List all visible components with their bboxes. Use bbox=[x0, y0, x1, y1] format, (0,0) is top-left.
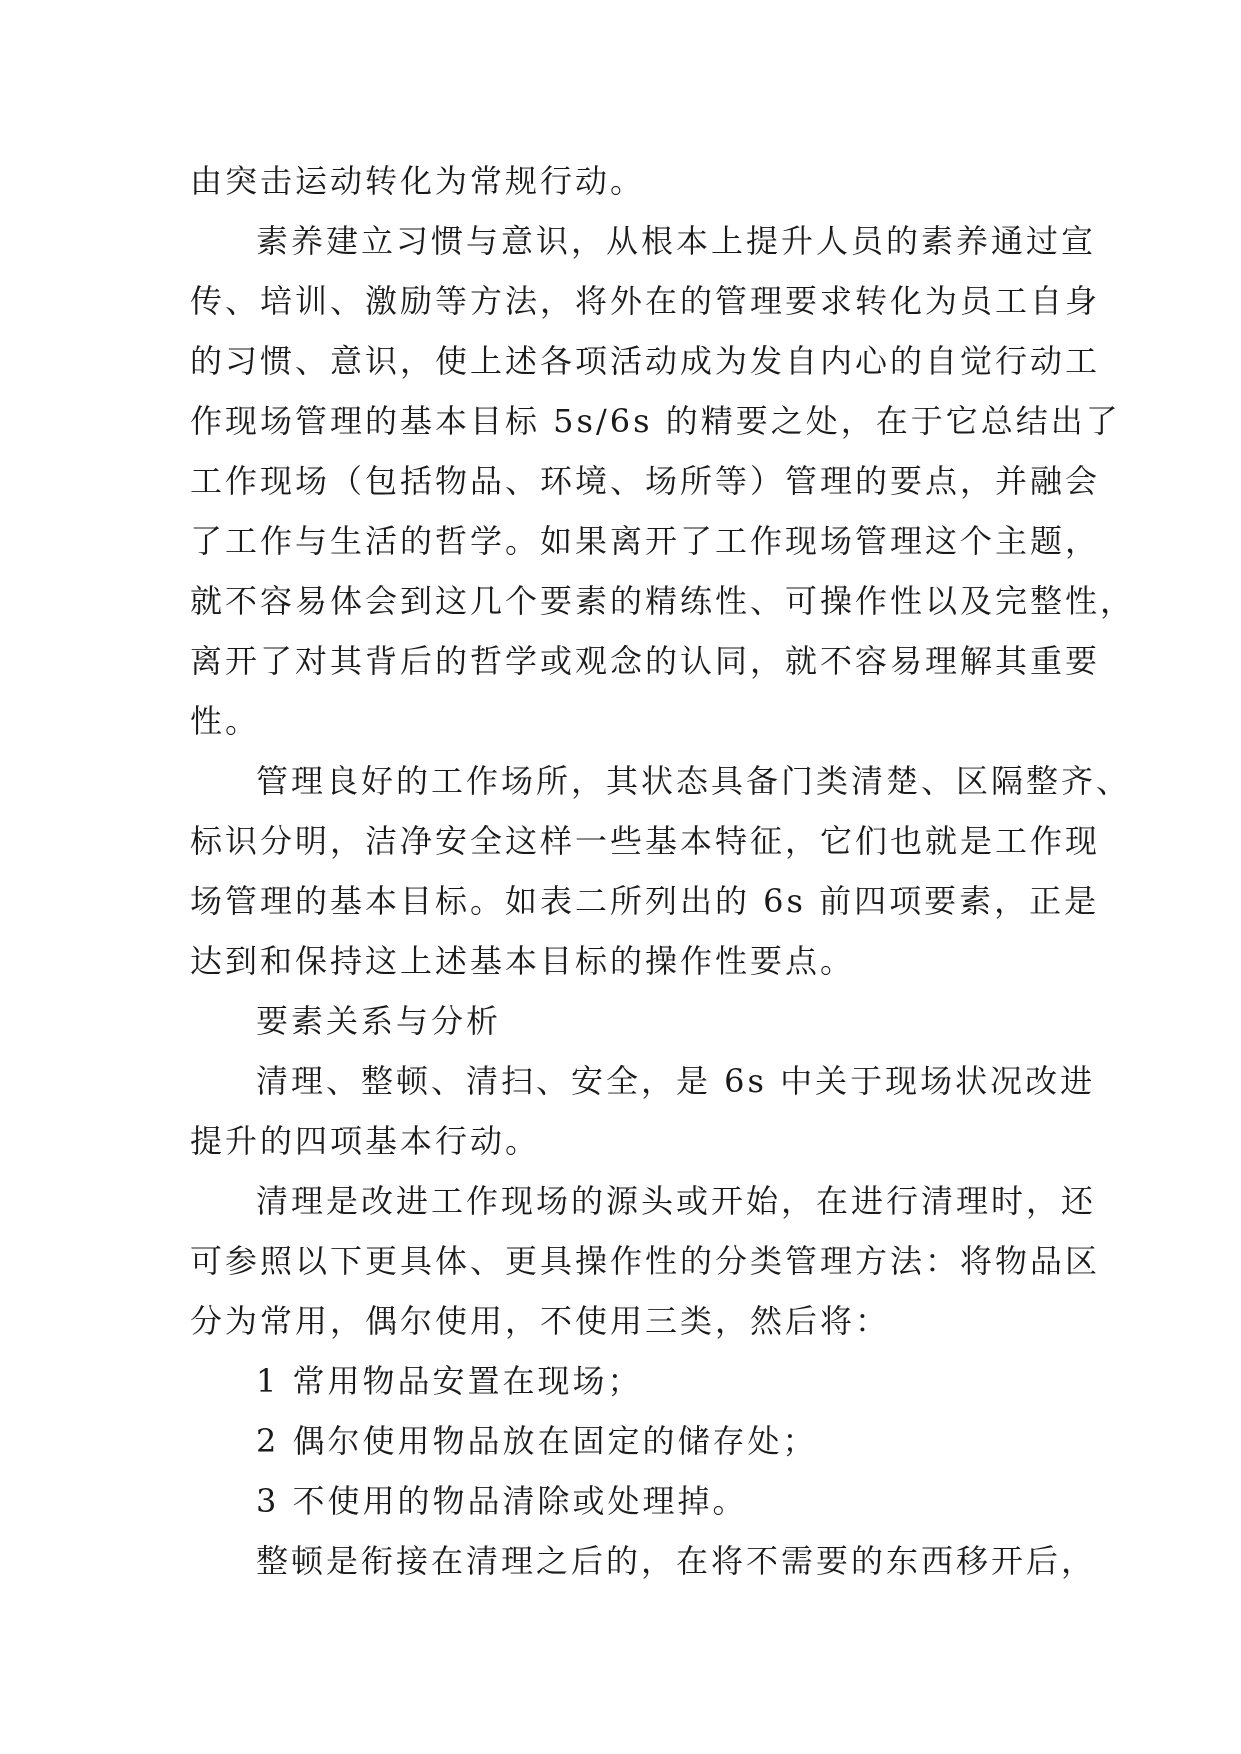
text-line: 提升的四项基本行动。 bbox=[190, 1122, 541, 1160]
text-line: 工作现场（包括物品、环境、场所等）管理的要点，并融会 bbox=[190, 462, 1101, 500]
text-line: 传、培训、激励等方法，将外在的管理要求转化为员工自身 bbox=[190, 282, 1101, 320]
paragraph-start-line: 清理、整顿、清扫、安全，是 6s 中关于现场状况改进 bbox=[256, 1062, 1096, 1100]
paragraph-start-line: 清理是改进工作现场的源头或开始，在进行清理时，还 bbox=[256, 1182, 1097, 1220]
text-line: 由突击运动转化为常规行动。 bbox=[190, 162, 646, 200]
text-line: 的习惯、意识，使上述各项活动成为发自内心的自觉行动工 bbox=[190, 342, 1101, 380]
list-item: 3 不使用的物品清除或处理掉。 bbox=[256, 1482, 748, 1520]
text-line: 了工作与生活的哲学。如果离开了工作现场管理这个主题， bbox=[190, 522, 1101, 560]
paragraph-start-line: 整顿是衔接在清理之后的，在将不需要的东西移开后， bbox=[256, 1542, 1097, 1580]
list-item: 1 常用物品安置在现场； bbox=[256, 1362, 643, 1400]
text-line: 标识分明，洁净安全这样一些基本特征，它们也就是工作现 bbox=[190, 822, 1101, 860]
text-line: 性。 bbox=[190, 702, 261, 740]
text-line: 作现场管理的基本目标 5s/6s 的精要之处，在于它总结出了 bbox=[190, 402, 1121, 440]
text-line: 可参照以下更具体、更具操作性的分类管理方法：将物品区 bbox=[190, 1242, 1101, 1280]
body-text bbox=[190, 151, 1136, 1591]
text-line: 就不容易体会到这几个要素的精练性、可操作性以及完整性， bbox=[190, 582, 1136, 620]
section-heading: 要素关系与分析 bbox=[256, 1002, 502, 1040]
list-item: 2 偶尔使用物品放在固定的储存处； bbox=[256, 1422, 818, 1460]
paragraph-start-line: 素养建立习惯与意识，从根本上提升人员的素养通过宣 bbox=[256, 222, 1097, 260]
text-line: 达到和保持这上述基本目标的操作性要点。 bbox=[190, 942, 856, 980]
text-line: 场管理的基本目标。如表二所列出的 6s 前四项要素，正是 bbox=[190, 882, 1100, 920]
paragraph-start-line: 管理良好的工作场所，其状态具备门类清楚、区隔整齐、 bbox=[256, 762, 1132, 800]
text-line: 分为常用，偶尔使用，不使用三类，然后将： bbox=[190, 1302, 891, 1340]
text-line: 离开了对其背后的哲学或观念的认同，就不容易理解其重要 bbox=[190, 642, 1101, 680]
